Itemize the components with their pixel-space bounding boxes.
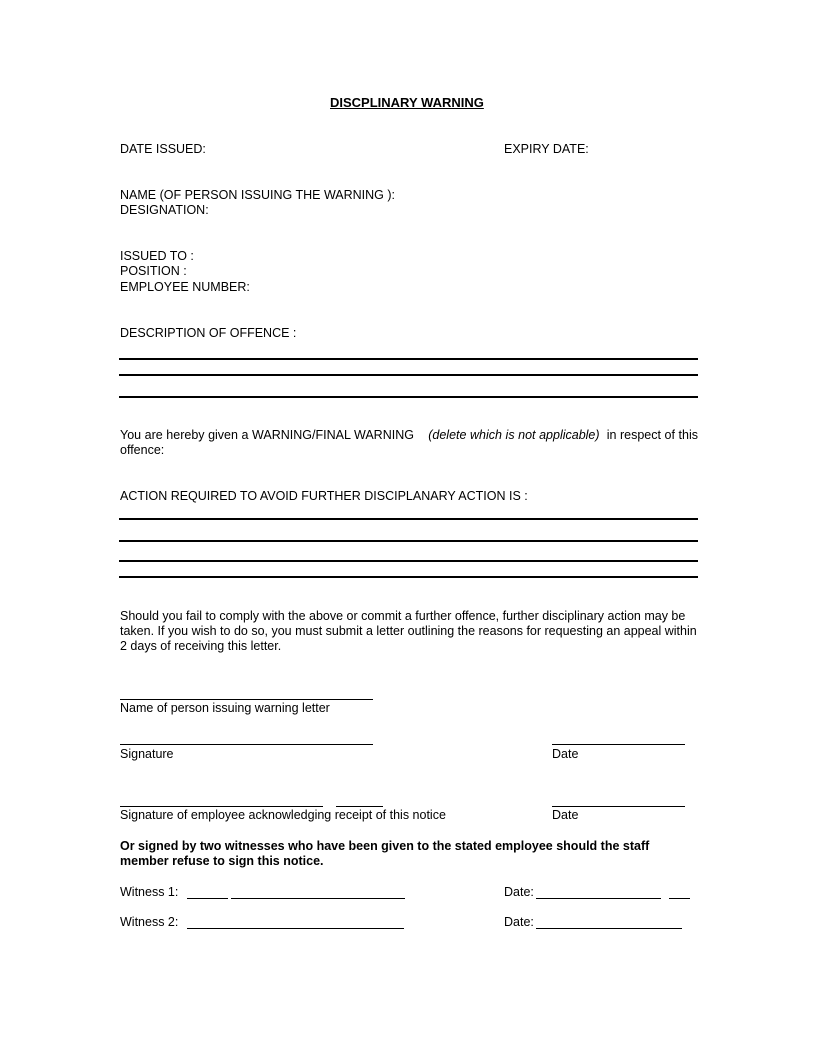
issued-to-label: ISSUED TO : — [120, 249, 194, 263]
signature-caption: Signature — [120, 747, 174, 761]
warning-statement — [120, 428, 698, 458]
signature-date-caption: Date — [552, 747, 579, 761]
action-required-label: ACTION REQUIRED TO AVOID FURTHER DISCIPLANARY ACTION IS : — [120, 489, 528, 503]
witness-1-line-b — [231, 898, 405, 899]
designation-label: DESIGNATION: — [120, 203, 209, 217]
offence-description-label: DESCRIPTION OF OFFENCE : — [120, 326, 297, 340]
employee-date-caption: Date — [552, 808, 579, 822]
action-line-4 — [119, 576, 698, 578]
witness-1-date-line-b — [669, 898, 690, 899]
position-label: POSITION : — [120, 264, 187, 278]
offence-line-2 — [119, 374, 698, 376]
witness-1-date-label: Date: — [504, 885, 534, 899]
expiry-date-label: EXPIRY DATE: — [504, 142, 589, 156]
employee-date-line — [552, 806, 685, 807]
warning-text-note: (delete which is not applicable) — [428, 428, 600, 442]
witness-1-label: Witness 1: — [120, 885, 179, 899]
document-title: DISCPLINARY WARNING — [330, 95, 484, 110]
date-issued-label: DATE ISSUED: — [120, 142, 206, 156]
employee-signature-line — [120, 806, 323, 807]
witness-2-line — [187, 928, 404, 929]
signature-date-line — [552, 744, 685, 745]
witness-2-date-line — [536, 928, 682, 929]
employee-signature-caption: Signature of employee acknowledging receipt of this notice — [120, 808, 446, 822]
signature-line — [120, 744, 373, 745]
offence-line-1 — [119, 358, 698, 360]
witness-1-date-line-a — [536, 898, 661, 899]
warning-text-start: You are hereby given a WARNING/FINAL WARNING — [120, 428, 414, 442]
issuer-name-label: NAME (OF PERSON ISSUING THE WARNING ): — [120, 188, 396, 202]
witness-2-label: Witness 2: — [120, 915, 179, 929]
employee-signature-line-extra — [336, 806, 383, 807]
offence-line-3 — [119, 396, 698, 398]
employee-number-label: EMPLOYEE NUMBER: — [120, 280, 250, 294]
witness-instruction: Or signed by two witnesses who have been given to the stated employee should the staff member refuse to sign this notice. — [120, 839, 650, 868]
witness-2-date-label: Date: — [504, 915, 534, 929]
appeal-paragraph: Should you fail to comply with the above or commit a further offence, further disciplinary action may be taken. If you wish to do so, you must submit a letter outlining the reasons for requesting an appeal within 2 days of receiving this letter. — [120, 609, 697, 653]
issuer-name-caption: Name of person issuing warning letter — [120, 701, 330, 715]
action-line-2 — [119, 540, 698, 542]
action-line-3 — [119, 560, 698, 562]
issuer-name-line — [120, 699, 373, 700]
witness-1-line-a — [187, 898, 228, 899]
warning-text-end: in respect of this offence: — [120, 428, 698, 457]
action-line-1 — [119, 518, 698, 520]
